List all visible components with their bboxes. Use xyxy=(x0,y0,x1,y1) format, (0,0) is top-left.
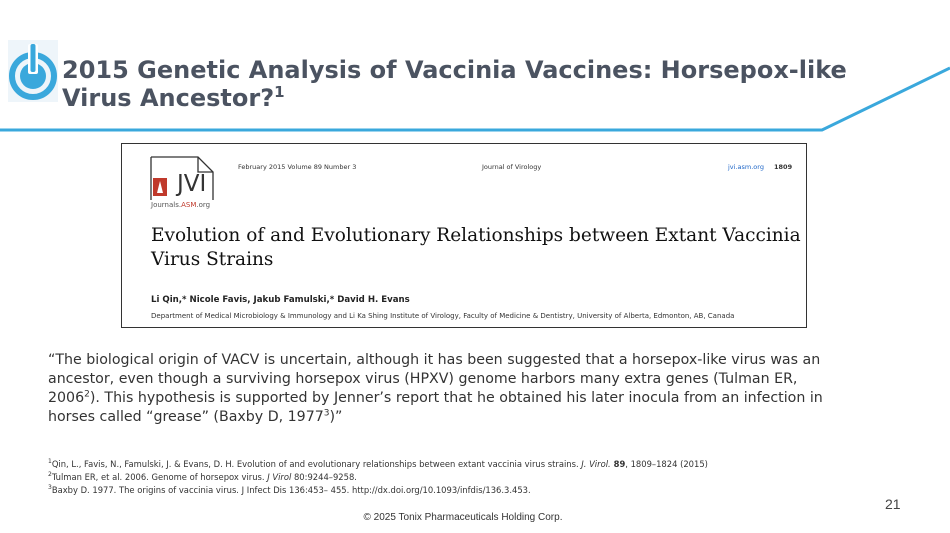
article-authors: Li Qin,* Nicole Favis, Jakub Famulski,* David H. Evans xyxy=(151,295,410,305)
page-number: 21 xyxy=(885,496,901,512)
slide-title xyxy=(62,56,902,112)
reference-item: $^1$Qin, L., Favis, N., Famulski, J. & Evans, D. H. Evolution of and evolutionary relationships between extant vaccinia virus strains. J. Virol. 89, 1809–1824 (2015) xyxy=(48,458,708,469)
article-page-number: 1809 xyxy=(774,163,793,171)
journal-site: Journals.ASM.org xyxy=(151,201,211,209)
reference-item: $^2$Tulman ER, et al. 2006. Genome of horsepox virus. J Virol 80:9244–9258. xyxy=(48,471,357,482)
jvi-wordmark: JVI xyxy=(177,171,207,197)
citation-marker: 2 xyxy=(84,389,90,400)
citation-marker: 3 xyxy=(323,408,330,419)
article-title: Evolution of and Evolutionary Relationships between Extant Vaccinia Virus Strains xyxy=(151,225,801,270)
quote-block: “The biological origin of VACV is uncertain, although it has been suggested that a horsepox-like virus was an ancestor, even though a surviving horsepox virus (HPXV) genome harbors many extra genes (Tulman ER, 2006$^2$). This hypothesis is supported by Jenner’s report that he obtained his later inocula from an infection in horses called “grease” (Baxby D, 1977$^3$)” xyxy=(48,352,823,425)
article-issue-info: February 2015 Volume 89 Number 3 xyxy=(238,163,357,171)
reference-item: $^3$Baxby D. 1977. The origins of vaccinia virus. J Infect Dis 136:453– 455. http://dx.doi.org/10.1093/infdis/136.3.453. xyxy=(48,484,531,495)
references xyxy=(48,458,908,497)
article-journal-url: jvi.asm.org xyxy=(728,163,764,171)
slide-title-text: 2015 Genetic Analysis of Vaccinia Vaccines: Horsepox-like Virus Ancestor? xyxy=(62,56,847,112)
article-affiliation: Department of Medical Microbiology & Immunology and Li Ka Shing Institute of Virology, Faculty of Medicine & Dentistry, University of Alberta, Edmonton, AB, Canada xyxy=(151,312,735,320)
title-footnote-marker: 1 xyxy=(274,83,285,101)
journal-article-snippet xyxy=(121,143,807,328)
copyright-footer: © 2025 Tonix Pharmaceuticals Holding Corp. xyxy=(363,512,563,523)
article-journal-name: Journal of Virology xyxy=(482,163,542,171)
